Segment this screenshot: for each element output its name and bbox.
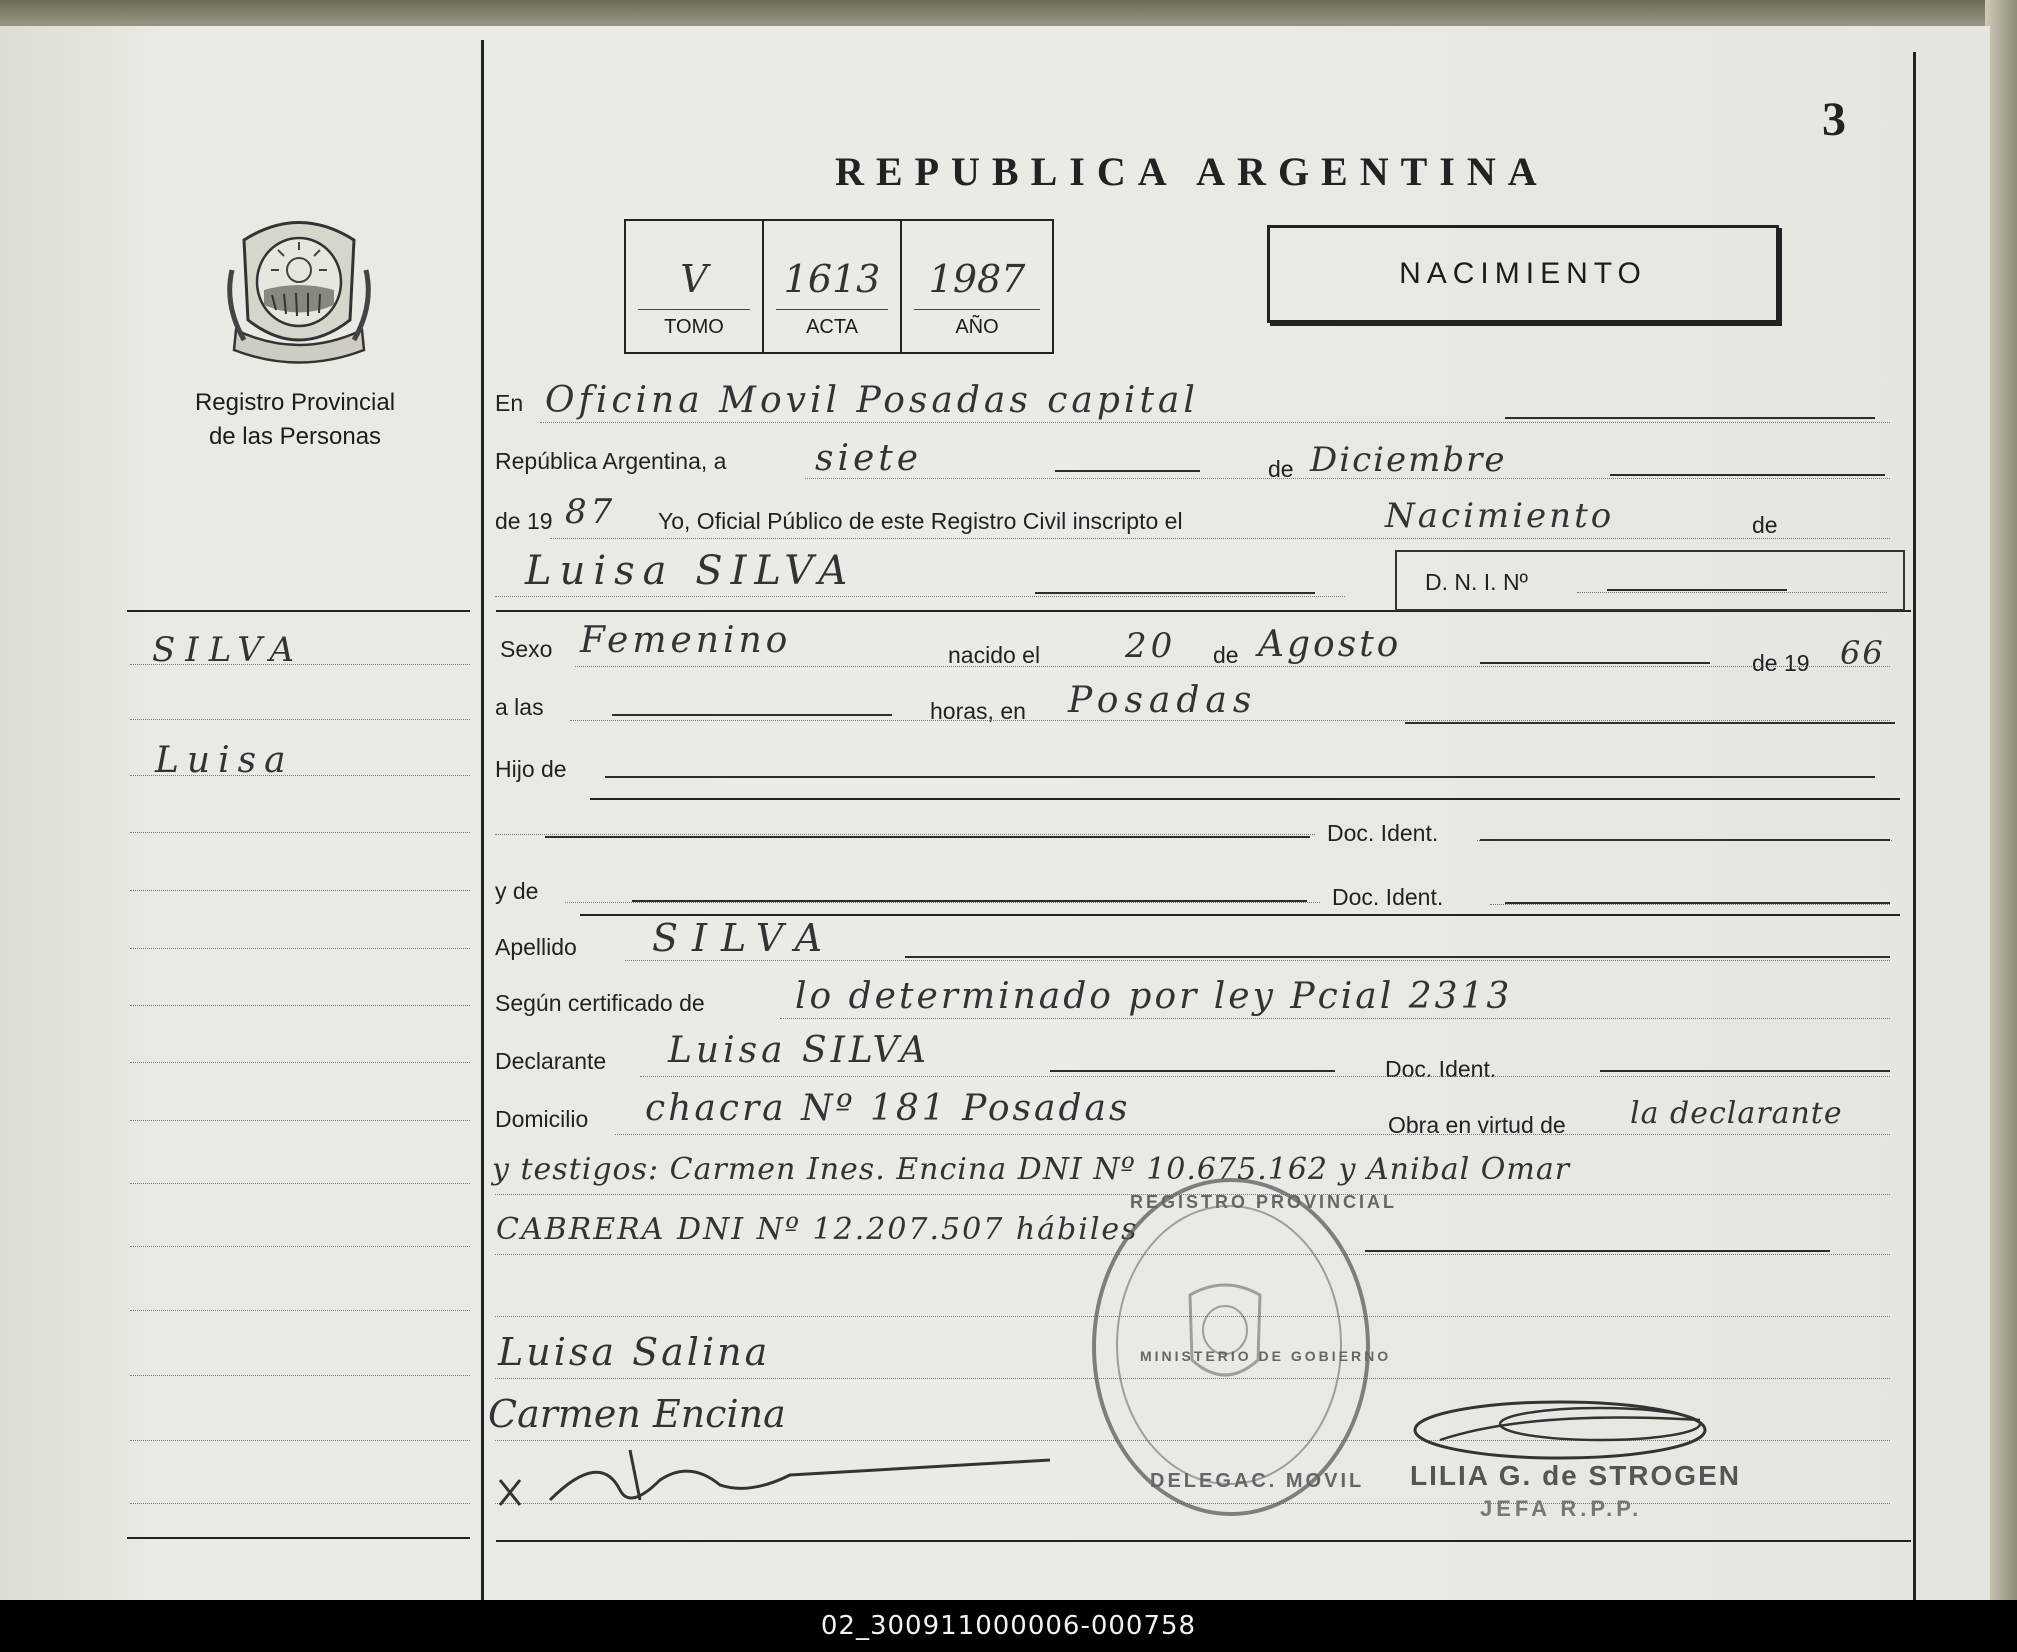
horas-label: horas, en [930, 698, 1026, 724]
left-column-top-rule [127, 610, 470, 612]
dni-label: D. N. I. Nº [1425, 569, 1528, 595]
domicilio-value: chacra Nº 181 Posadas [645, 1088, 1131, 1129]
acta-underline [776, 309, 888, 310]
yo-line [550, 538, 1890, 539]
en-pen-line [1505, 417, 1875, 419]
en-value: Oficina Movil Posadas capital [545, 380, 1199, 421]
birth-day: 20 [1125, 626, 1177, 666]
stamp-inner-text: MINISTERIO DE GOBIERNO [1140, 1348, 1392, 1364]
declarante-line [640, 1076, 1890, 1077]
anio-label: AÑO [955, 316, 999, 338]
birth-de-label: de [1213, 642, 1239, 668]
binding-edge-top [0, 0, 2017, 28]
doc-ident-2-line [1490, 904, 1890, 905]
republica-line [805, 478, 1890, 479]
a-las-label: a las [495, 694, 544, 720]
registry-name [120, 386, 470, 454]
obra-value: la declarante [1630, 1096, 1843, 1131]
yo-text: Yo, Oficial Público de este Registro Civil inscripto el [658, 508, 1183, 534]
inscripto-de-label: de [1752, 512, 1778, 538]
year-prefix: de 19 [495, 508, 553, 534]
record-reference-box [624, 219, 1054, 354]
registry-line-2: de las Personas [208, 423, 382, 450]
father-pen-line [545, 836, 1310, 838]
en-line [540, 422, 1890, 423]
page-number: 3 [1822, 93, 1846, 146]
declarante-value: Luisa SILVA [668, 1030, 931, 1071]
a-las-line [570, 720, 1890, 721]
y-de-label: y de [495, 878, 539, 904]
left-line [130, 1120, 470, 1121]
left-line [130, 1183, 470, 1184]
left-line [130, 832, 470, 833]
declarante-pen-line [1050, 1070, 1335, 1072]
sexo-value: Femenino [580, 620, 792, 661]
image-id-text: 02_300911000006-000758 [820, 1611, 1197, 1641]
tomo-value: V [680, 257, 708, 301]
left-line [130, 1062, 470, 1063]
left-line [130, 1246, 470, 1247]
left-line [130, 1310, 470, 1311]
father-line [495, 834, 1315, 835]
signature-1: Luisa Salina [498, 1330, 771, 1374]
apellido-label: Apellido [495, 934, 577, 960]
place-value: Posadas [1068, 680, 1258, 721]
republica-label: República Argentina, a [495, 448, 727, 474]
tomo-label: TOMO [664, 316, 724, 338]
tomo-cell [626, 221, 764, 352]
left-line [130, 1503, 470, 1504]
dni-box [1395, 550, 1905, 611]
hijo-pen-line [605, 776, 1875, 778]
mother-line [565, 902, 1320, 903]
official-role: JEFA R.P.P. [1480, 1496, 1643, 1521]
apellido-line [625, 960, 1890, 961]
person-value: Luisa SILVA [525, 548, 856, 594]
margin-surname: SILVA [152, 630, 305, 670]
stamp-emblem-icon [1180, 1280, 1270, 1390]
day-pen-line [1055, 470, 1200, 472]
obra-label: Obra en virtud de [1388, 1112, 1566, 1138]
doc-ident-2-pen-line [1505, 902, 1890, 904]
hijo-label: Hijo de [495, 756, 567, 782]
official-signature-scribble [1410, 1390, 1730, 1470]
doc-ident-3-label: Doc. Ident. [1385, 1056, 1497, 1082]
person-pen-line [1035, 592, 1315, 594]
person-line [495, 596, 1345, 597]
inscripto-value: Nacimiento [1385, 496, 1615, 536]
acta-value: 1613 [783, 257, 881, 301]
left-line [130, 890, 470, 891]
main-bottom-rule [496, 1540, 1911, 1542]
birth-year: 66 [1840, 634, 1885, 672]
certificado-line [780, 1018, 1890, 1019]
en-label: En [495, 390, 524, 416]
domicilio-label: Domicilio [495, 1106, 589, 1132]
margin-given-name: Luisa [155, 740, 294, 781]
doc-ident-1-pen-line [1480, 839, 1890, 841]
column-divider [481, 40, 484, 1600]
stamp-top-text: REGISTRO PROVINCIAL [1130, 1192, 1398, 1212]
certificado-label: Según certificado de [495, 990, 705, 1016]
anio-cell [902, 221, 1052, 352]
acta-cell [764, 221, 902, 352]
dni-line [1577, 592, 1887, 593]
left-line [130, 664, 470, 665]
left-line [130, 1375, 470, 1376]
birth-year-prefix: de 19 [1752, 650, 1810, 676]
year-value: 87 [565, 492, 617, 532]
tomo-underline [638, 309, 750, 310]
domicilio-line [615, 1134, 1890, 1135]
doc-ident-1-label: Doc. Ident. [1327, 820, 1439, 846]
left-column-bottom-rule [127, 1537, 470, 1539]
apellido-pen-line [905, 956, 1890, 958]
certificado-value: lo determinado por ley Pcial 2313 [795, 976, 1513, 1017]
mother-pen-line [632, 900, 1307, 902]
stamp-bottom-text: DELEGAC. MOVIL [1150, 1470, 1365, 1492]
apellido-value: SILVA [652, 916, 837, 960]
provincia-de-misiones-seal-icon [224, 210, 374, 370]
right-border [1913, 52, 1916, 1600]
month-pen-line [1610, 474, 1885, 476]
document-type-box: NACIMIENTO [1267, 225, 1779, 323]
month-value: Diciembre [1310, 440, 1507, 480]
anio-underline [914, 309, 1040, 310]
doc-ident-2-label: Doc. Ident. [1332, 884, 1444, 910]
left-line [130, 775, 470, 776]
sexo-line [575, 666, 1890, 667]
doc-ident-3-pen-line [1600, 1070, 1890, 1072]
a-las-pen-line [612, 714, 892, 716]
nacido-label: nacido el [948, 642, 1041, 668]
left-line [130, 719, 470, 720]
testigos-line-1: y testigos: Carmen Ines. Encina DNI Nº 10.675.162 y Anibal Omar [492, 1152, 1571, 1187]
testigos-pen-line [1365, 1250, 1830, 1252]
hijo-rule [590, 798, 1900, 800]
image-id-footer [0, 1600, 2017, 1652]
place-pen-line [1405, 722, 1895, 724]
official-name: LILIA G. de STROGEN [1410, 1460, 1741, 1491]
sexo-label: Sexo [500, 636, 553, 662]
testigos-line-2: CABRERA DNI Nº 12.207.507 hábiles [496, 1212, 1139, 1247]
signature-2: Carmen Encina [488, 1392, 786, 1436]
left-line [130, 1440, 470, 1441]
document-title: REPUBLICA ARGENTINA [835, 149, 1549, 194]
signature-3-scribble [490, 1440, 1090, 1520]
birth-month: Agosto [1258, 624, 1402, 665]
acta-label: ACTA [806, 316, 858, 338]
day-value: siete [815, 438, 923, 479]
left-line [130, 948, 470, 949]
left-line [130, 1005, 470, 1006]
dni-pen-line [1607, 589, 1787, 591]
declarante-label: Declarante [495, 1048, 607, 1074]
birth-pen-line [1480, 662, 1710, 664]
registry-line-1: Registro Provincial [194, 389, 396, 416]
month-de-label: de [1268, 456, 1294, 482]
anio-value: 1987 [928, 257, 1026, 301]
